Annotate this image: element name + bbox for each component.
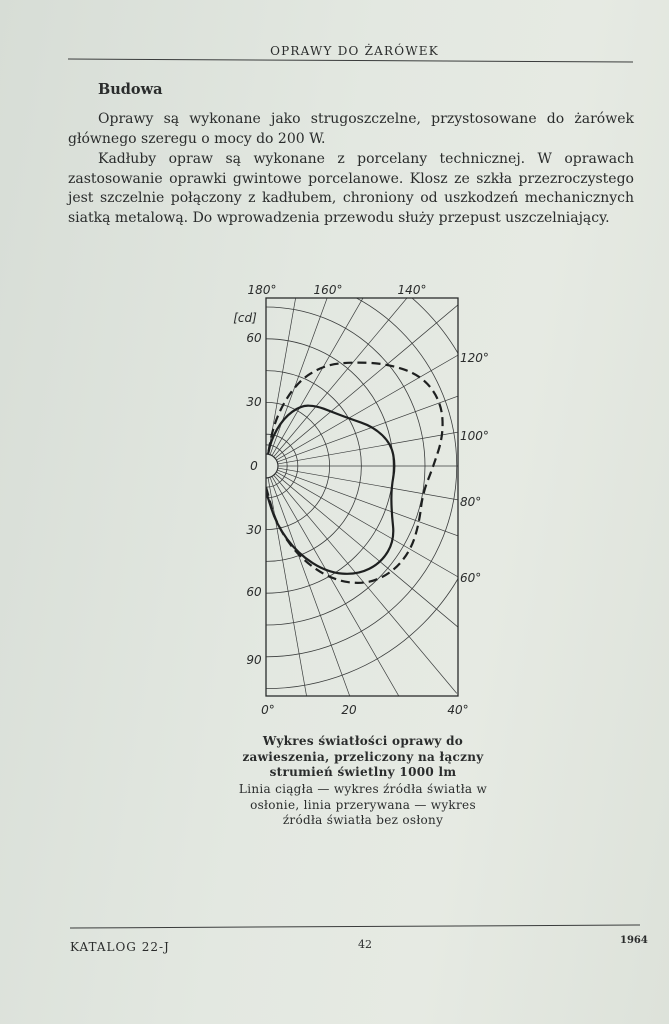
x-tick-label: 0° [261,703,275,717]
radial-tick-label: 30 [246,523,262,537]
page-number: 42 [358,938,372,951]
radial-tick-label: 0 [250,459,258,473]
paragraph-1: Oprawy są wykonane jako strugoszczelne, przystosowane do żarówek głównego szeregu o mocy do 200 W. [68,111,634,147]
grid-radial-line [276,278,488,458]
angle-label-160: 160° [313,283,343,297]
polar-light-distribution-chart [228,278,488,732]
angle-label-60: 60° [460,571,482,585]
radial-tick-label: 90 [246,653,262,667]
grid-radial-line [268,278,317,453]
grid-group [266,278,488,728]
grid-radial-line [278,364,488,461]
grid-radial-line [277,318,488,460]
radial-tick-label: 60 [246,585,262,599]
grid-radial-line [277,472,488,614]
angle-label-140: 140° [397,283,427,297]
figure-caption-text: Linia ciągła — wykres źródła światła w osłonie, linia przerywana — wykres źródła światła bez osłony [238,782,488,827]
x-tick-label: 20 [341,703,357,717]
grid-radial-line [272,477,414,723]
grid-arc [266,278,488,689]
grid-radial-line [274,476,457,694]
series-curve-dashed [266,363,443,583]
figure-caption-title: Wykres światłości oprawy do zawieszenia, przeliczony na łączny strumień świetlny 1000 lm [242,734,484,779]
header-rule [68,59,633,63]
series-curve-solid [266,406,394,574]
radial-tick-label: 30 [246,395,262,409]
angle-label-80: 80° [460,495,482,509]
footer-rule [70,925,640,929]
unit-label: [cd] [233,311,257,325]
x-tick-label: 40° [447,703,469,717]
radial-tick-label: 60 [246,331,262,345]
angle-label-180: 180° [247,283,277,297]
paragraph-2: Kadłuby opraw są wykonane z porcelany technicznej. W oprawach zastosowanie oprawki gwintowe porcelanowe. Klosz ze szkła przezroczystego jest szczelnie połączony z kadłubem, chroniony od uszkodzeń mechanicznych siatką metalową. Do wprowadzenia przewodu służy przepust uszczelniający. [68,151,634,226]
chart-svg [228,278,488,728]
grid-radial-line [276,474,488,657]
grid-radial-line [278,470,488,567]
grid-radial-line [270,478,367,728]
running-title: OPRAWY DO ŻARÓWEK [270,44,439,58]
catalog-label: KATALOG 22-J [70,940,170,954]
angle-label-100: 100° [460,429,488,443]
chart-frame [266,298,458,696]
angle-label-120: 120° [460,351,488,365]
year: 1964 [620,935,648,946]
section-title: Budowa [98,81,163,98]
